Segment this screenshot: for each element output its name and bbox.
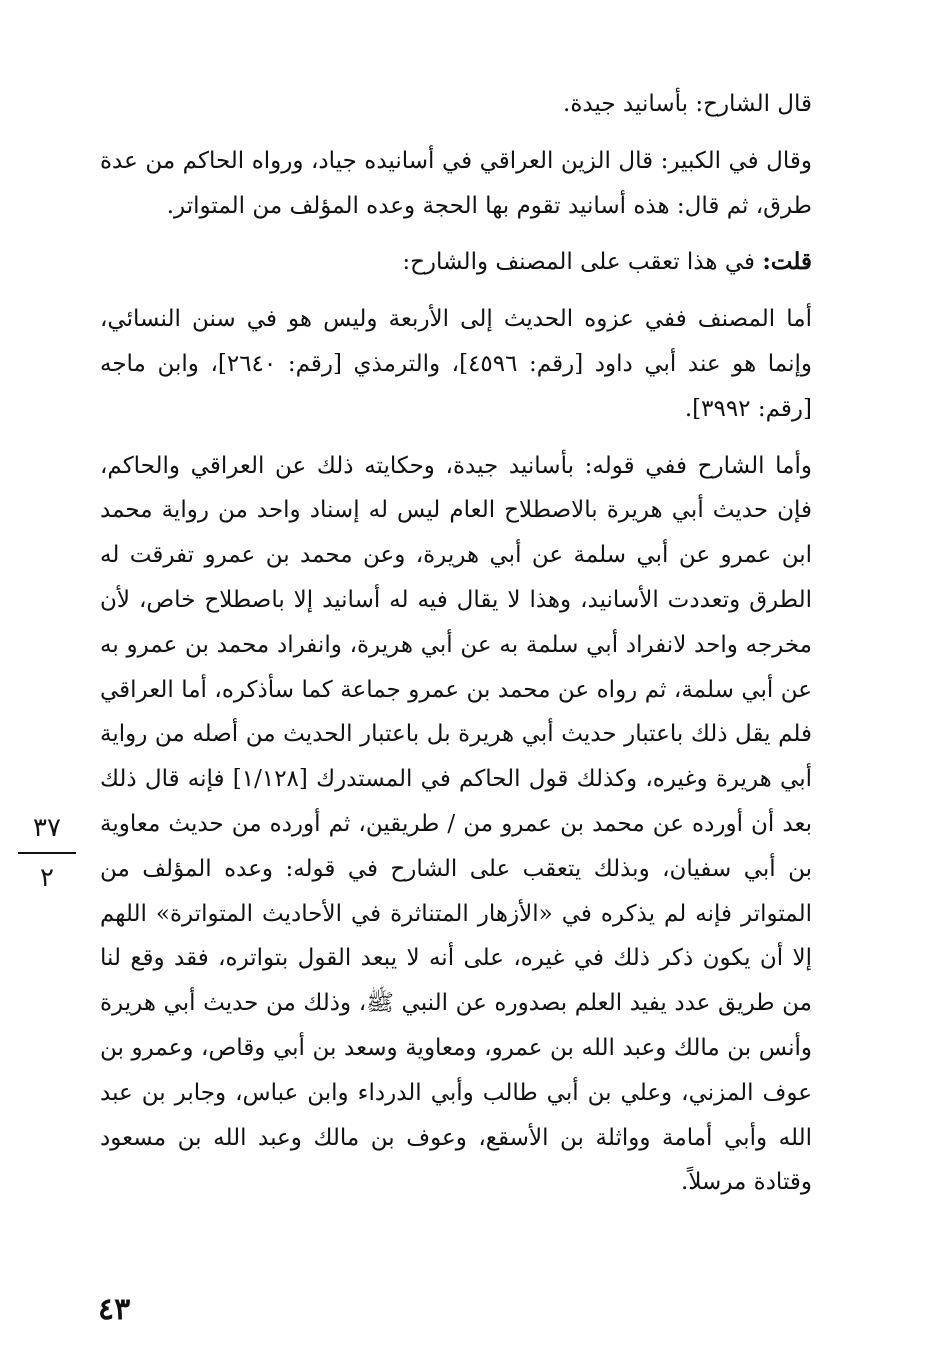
- paragraph-text: وقال في الكبير: قال الزين العراقي في أسانيده جياد، ورواه الحاكم من عدة طرق، ثم قال: هذه أسانيد تقوم بها الحجة وعده المؤلف من المتواتر.: [100, 147, 812, 219]
- body-text: [100, 82, 812, 1217]
- paragraph: [100, 444, 812, 1206]
- margin-page-reference: [18, 810, 76, 896]
- paragraph-text: أما المصنف ففي عزوه الحديث إلى الأربعة وليس هو في سنن النسائي، وإنما هو عند أبي داود [رقم: ٤٥٩٦]، والترمذي [رقم: ٢٦٤٠]، وابن ماجه [رقم: ٣٩٩٢].: [100, 306, 812, 422]
- paragraph: [100, 297, 812, 431]
- paragraph-text: قال الشارح: بأسانيد جيدة.: [563, 91, 812, 117]
- paragraph-lead: قلت:: [762, 248, 812, 276]
- paragraph-text: في هذا تعقب على المصنف والشارح:: [402, 249, 763, 276]
- margin-ref-divider: [18, 852, 76, 854]
- paragraph: [100, 139, 812, 229]
- margin-ref-bottom: ٢: [40, 863, 54, 893]
- paragraph: [100, 82, 812, 127]
- page-number: ٤٣: [98, 1292, 131, 1327]
- paragraph: [100, 240, 812, 285]
- paragraph-text: وأما الشارح ففي قوله: بأسانيد جيدة، وحكايته ذلك عن العراقي والحاكم، فإن حديث أبي هريرة بالاصطلاح العام ليس له إسناد واحد من رواية محمد ابن عمرو عن أبي سلمة عن أبي هريرة، وعن محمد بن عمرو تفرقت له الطرق وتعددت الأسانيد، وهذا لا يقال فيه له أسانيد إلا باصطلاح خاص، لأن مخرجه واحد لانفراد أبي سلمة به عن أبي هريرة، وانفراد محمد بن عمرو به عن أبي سلمة، ثم رواه عن محمد بن عمرو جماعة كما سأذكره، أما العراقي فلم يقل ذلك باعتبار حديث أبي هريرة بل باعتبار الحديث من أصله من رواية أبي هريرة وغيره، وكذلك قول الحاكم في المستدرك [١/١٢٨] فإنه قال ذلك بعد أن أورده عن محمد بن عمرو من / طريقين، ثم أورده من حديث معاوية بن أبي سفيان، وبذلك يتعقب على الشارح في قوله: وعده المؤلف من المتواتر فإنه لم يذكره في «الأزهار المتناثرة في الأحاديث المتواترة» اللهم إلا أن يكون ذكر ذلك في غيره، على أنه لا يبعد القول بتواتره، فقد وقع لنا من طريق عدد يفيد العلم بصدوره عن النبي ﷺ، وذلك من حديث أبي هريرة وأنس بن مالك وعبد الله بن عمرو، ومعاوية وسعد بن أبي وقاص، وعمرو بن عوف المزني، وعلي بن أبي طالب وأبي الدرداء وابن عباس، وجابر بن عبد الله وأبي أمامة وواثلة بن الأسقع، وعوف بن مالك وعبد الله بن مسعود وقتادة مرسلاً.: [100, 452, 812, 1196]
- margin-ref-top: ٣٧: [33, 813, 61, 843]
